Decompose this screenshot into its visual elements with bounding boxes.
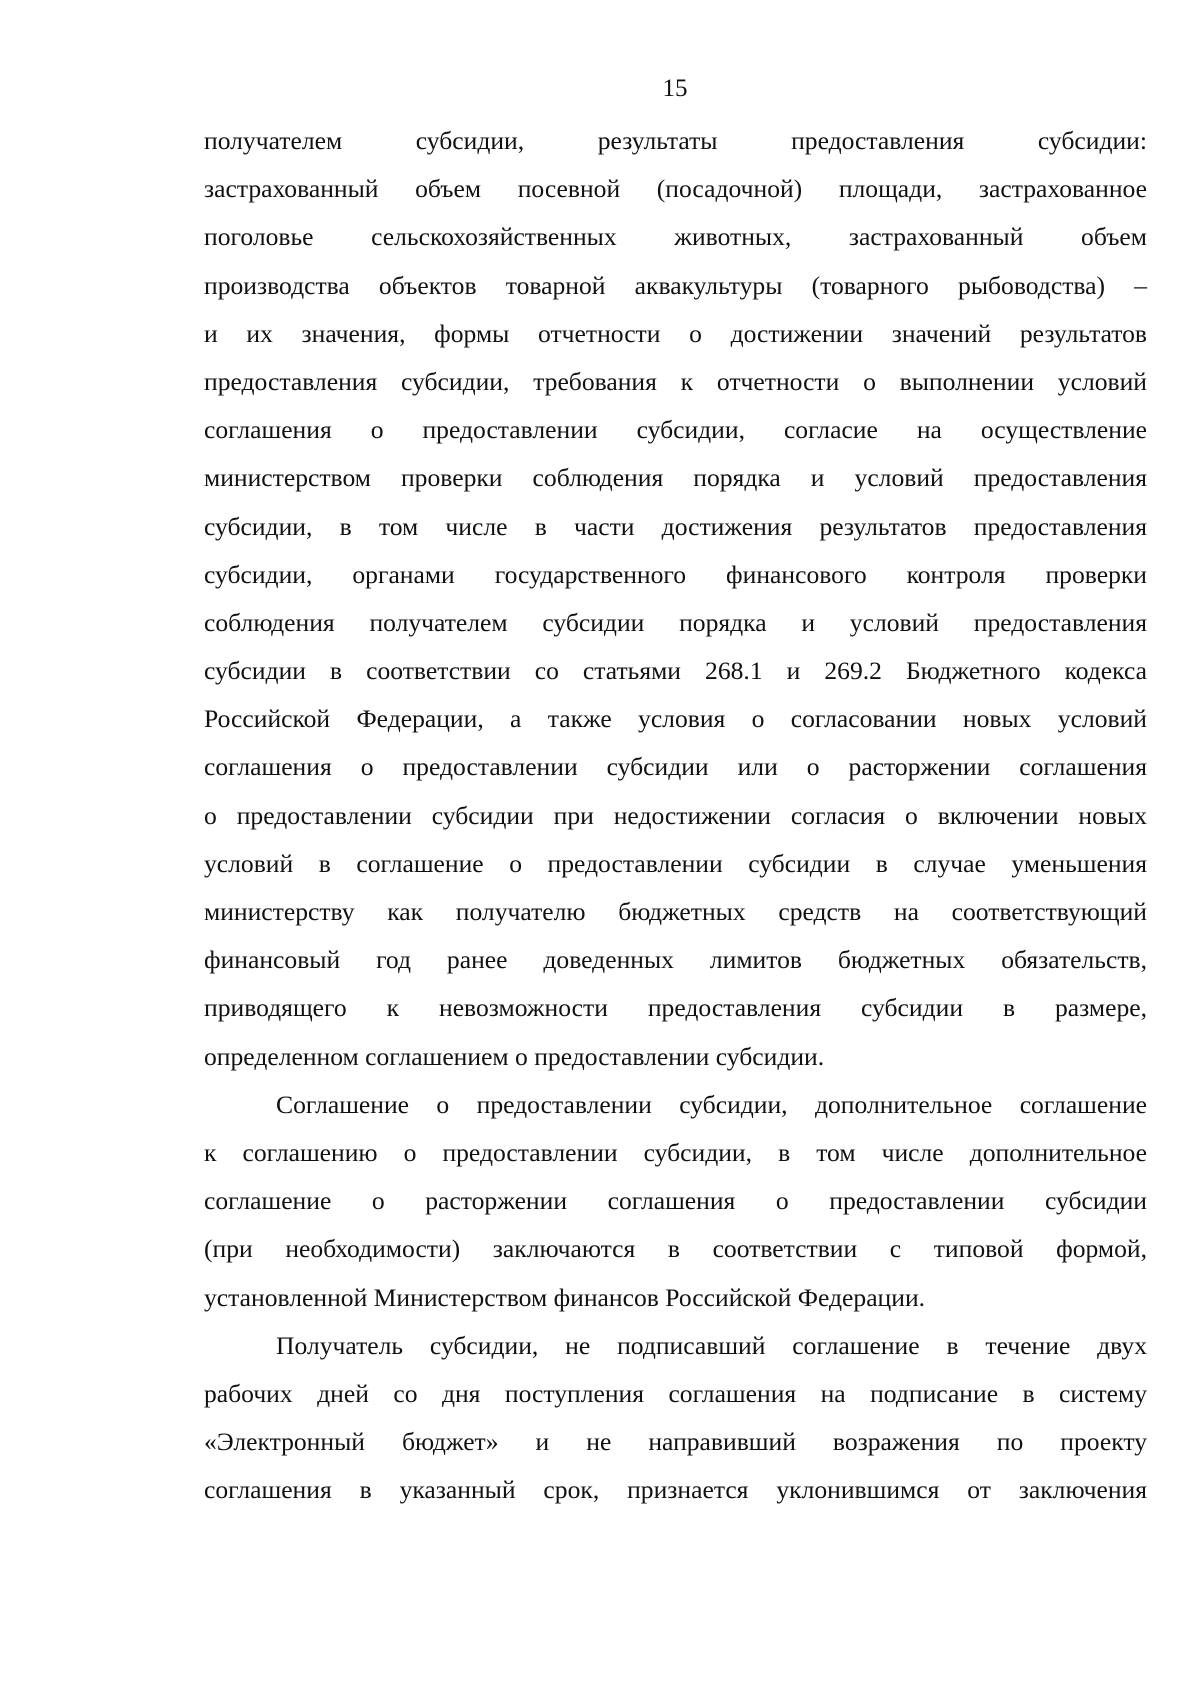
text-line: Соглашение о предоставлении субсидии, дополнительное соглашение bbox=[276, 1089, 1147, 1119]
text-line: «Электронный бюджет» и не направивший возражения по проекту bbox=[204, 1427, 1147, 1457]
text-line: к соглашению о предоставлении субсидии, в том числе дополнительное bbox=[204, 1137, 1147, 1167]
text-line: установленной Министерством финансов Российской Федерации. bbox=[204, 1282, 926, 1312]
text-line: и их значения, формы отчетности о достижении значений результатов bbox=[204, 318, 1147, 348]
paragraph-2 bbox=[204, 1088, 1147, 1329]
text-line: соглашения о предоставлении субсидии или о расторжении соглашения bbox=[204, 752, 1147, 782]
page-number: 15 bbox=[662, 75, 688, 102]
text-line: Российской Федерации, а также условия о согласовании новых условий bbox=[204, 704, 1147, 734]
text-line: субсидии в соответствии со статьями 268.1 и 269.2 Бюджетного кодекса bbox=[204, 656, 1147, 686]
text-line: определенном соглашением о предоставлении субсидии. bbox=[204, 1041, 825, 1071]
text-line: о предоставлении субсидии при недостижении согласия о включении новых bbox=[204, 800, 1147, 830]
text-line: (при необходимости) заключаются в соответствии с типовой формой, bbox=[204, 1234, 1147, 1264]
text-line: застрахованный объем посевной (посадочной) площади, застрахованное bbox=[204, 174, 1147, 204]
text-line: субсидии, органами государственного финансового контроля проверки bbox=[204, 559, 1147, 589]
paragraph-3 bbox=[204, 1329, 1147, 1522]
text-line: приводящего к невозможности предоставления субсидии в размере, bbox=[204, 993, 1147, 1023]
text-line: Получатель субсидии, не подписавший соглашение в течение двух bbox=[276, 1330, 1147, 1360]
text-line: финансовый год ранее доведенных лимитов бюджетных обязательств, bbox=[204, 945, 1147, 975]
text-line: соблюдения получателем субсидии порядка и условий предоставления bbox=[204, 607, 1147, 637]
text-line: министерством проверки соблюдения порядка и условий предоставления bbox=[204, 463, 1147, 493]
paragraph-1 bbox=[204, 124, 1147, 1088]
document-body bbox=[204, 124, 1147, 1521]
text-line: соглашения в указанный срок, признается уклонившимся от заключения bbox=[204, 1475, 1147, 1505]
text-line: рабочих дней со дня поступления соглашения на подписание в систему bbox=[204, 1378, 1147, 1408]
text-line: поголовье сельскохозяйственных животных, застрахованный объем bbox=[204, 222, 1147, 252]
text-line: соглашение о расторжении соглашения о предоставлении субсидии bbox=[204, 1186, 1147, 1216]
text-line: соглашения о предоставлении субсидии, согласие на осуществление bbox=[204, 415, 1147, 445]
text-line: получателем субсидии, результаты предоставления субсидии: bbox=[204, 126, 1147, 155]
text-line: условий в соглашение о предоставлении субсидии в случае уменьшения bbox=[204, 848, 1147, 878]
text-line: министерству как получателю бюджетных средств на соответствующий bbox=[204, 897, 1147, 926]
text-line: предоставления субсидии, требования к отчетности о выполнении условий bbox=[204, 366, 1147, 396]
text-line: производства объектов товарной аквакультуры (товарного рыбоводства) – bbox=[204, 270, 1147, 300]
text-line: субсидии, в том числе в части достижения результатов предоставления bbox=[204, 511, 1147, 541]
